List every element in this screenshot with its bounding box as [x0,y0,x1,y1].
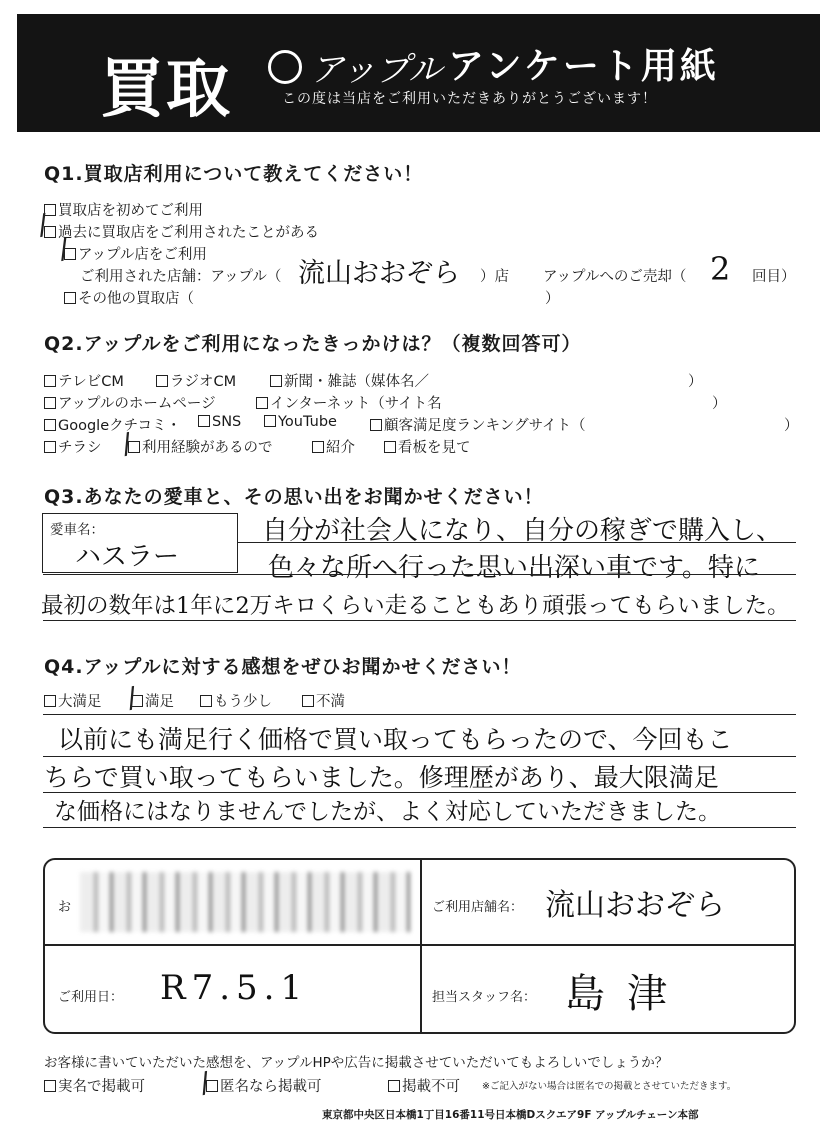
q2-internet-close: ） [712,396,727,412]
q3-title: Q3.あなたの愛車と、その思い出をお聞かせください！ [44,486,544,508]
checkmark-icon: / [56,231,72,266]
q1-option-past[interactable] [44,221,319,242]
store-name-value: 流山おおぞら [545,888,725,923]
option-label: 利用経験があるので [142,440,273,456]
option-label: テレビCM [58,374,124,390]
q1-count-value: 2 [710,250,731,288]
answer-rule [43,574,796,575]
q1-store-value: 流山おおぞら [298,258,460,289]
option-label: 大満足 [58,694,102,710]
q2-option-experience[interactable] [128,436,273,457]
checkbox[interactable] [44,1080,56,1092]
form-title: アンケート用紙 [448,46,719,87]
brand-name: アップル [310,50,443,90]
checkbox[interactable] [370,419,382,431]
q1-count-suffix: 回目） [752,269,796,285]
q2-news-close: ） [688,374,703,390]
option-label: 看板を見て [398,440,471,456]
consent-option-anon[interactable] [206,1075,322,1096]
kaitori-logo: 買取 [100,53,232,127]
checkbox[interactable] [388,1080,400,1092]
memory-line-1: 自分が社会人になり、自分の稼ぎで購入し、 [262,516,783,546]
q2-ranking-close: ） [784,418,799,434]
checkbox[interactable] [256,397,268,409]
memory-line-2: 色々な所へ行った思い出深い車です。特に [268,553,760,583]
q4-option-more[interactable] [200,690,272,711]
option-label: 不満 [316,694,345,710]
checkbox[interactable] [44,441,56,453]
checkbox[interactable] [312,441,324,453]
checkbox[interactable] [44,397,56,409]
q2-option-homepage[interactable] [44,392,216,413]
frame-divider-v [420,858,422,1034]
checkbox[interactable] [200,695,212,707]
impression-line-2: ちらで買い取ってもらいました。修理歴があり、最大限満足 [44,763,719,792]
option-label: 顧客満足度ランキングサイト（ [384,418,586,434]
staff-value: 島津 [565,971,689,1017]
consent-question: お客様に書いていただいた感想を、アップルHPや広告に掲載させていただいてもよろしいでしょうか？ [44,1055,669,1071]
consent-option-no[interactable] [388,1075,460,1096]
option-label: 満足 [145,694,174,710]
checkbox[interactable] [44,419,56,431]
q2-option-sign[interactable] [384,436,471,457]
answer-rule [43,756,796,757]
option-label: その他の買取店（ [78,291,194,307]
impression-line-3: な価格にはなりませんでしたが、よく対応していただきました。 [54,799,721,825]
checkbox[interactable] [270,375,282,387]
checkbox[interactable] [302,695,314,707]
option-label: 紹介 [326,440,355,456]
q2-option-youtube[interactable] [264,414,337,430]
q2-option-internet[interactable] [256,392,442,413]
checkbox[interactable] [384,441,396,453]
memory-line-3: 最初の数年は1年に2万キロくらい走ることもあり頑張ってもらいました。 [41,593,790,619]
checkmark-icon: / [35,207,51,242]
q2-option-flyer[interactable] [44,436,102,457]
q1-other-close: ） [545,291,560,307]
checkmark-icon: / [123,680,140,715]
q4-title: Q4.アップルに対する感想をぜひお聞かせください！ [44,656,522,678]
q2-option-radio[interactable] [156,370,236,391]
q1-option-first[interactable] [44,199,203,220]
checkmark-icon: / [118,426,135,461]
option-label: YouTube [278,414,337,430]
answer-rule [43,620,796,621]
option-label: 匿名なら掲載可 [220,1079,322,1095]
impression-line-1: 以前にも満足行く価格で買い取ってもらったので、今回もこ [58,725,733,754]
q2-option-sns[interactable] [198,414,241,430]
apple-logo-icon [268,50,302,84]
staff-label: 担当スタッフ名： [432,990,537,1005]
checkbox[interactable] [156,375,168,387]
checkbox[interactable] [264,415,276,427]
answer-rule [43,714,796,715]
q1-count-label: アップルへのご売却（ [543,269,687,285]
car-name-label: 愛車名： [50,522,104,538]
name-blurred-image [80,872,410,932]
q2-option-ranking[interactable] [370,414,586,435]
q4-option-unsatisfied[interactable] [302,690,345,711]
checkbox[interactable] [44,695,56,707]
checkmark-icon: / [196,1065,213,1100]
store-name-label: ご利用店舗名： [432,900,524,915]
date-label: ご利用日： [58,990,124,1005]
q2-option-news[interactable] [270,370,429,391]
consent-note: ※ご記入がない場合は匿名での掲載とさせていただきます。 [482,1081,737,1092]
car-name-value: ハスラー [75,542,180,572]
q1-option-apple[interactable] [64,243,207,264]
option-label: 過去に買取店をご利用されたことがある [58,225,319,241]
footer-address: 東京都中央区日本橋1丁目16番11号日本橋Dスクエア9F アップルチェーン本部 [322,1109,699,1121]
option-label: 新聞・雑誌（媒体名／ [284,374,429,390]
answer-rule [43,827,796,828]
q2-title: Q2.アップルをご利用になったきっかけは？（複数回答可） [44,333,582,355]
option-label: インターネット（サイト名 [270,396,442,412]
option-label: もう少し [214,694,272,710]
q2-option-google[interactable] [44,414,181,435]
q2-option-tv[interactable] [44,370,124,391]
name-label: お [58,900,72,915]
option-label: SNS [212,414,242,430]
checkbox[interactable] [64,292,76,304]
option-label: アップル店をご利用 [78,247,207,263]
date-value: R7.5.1 [160,968,309,1008]
option-label: 掲載不可 [402,1079,460,1095]
option-label: 実名で掲載可 [58,1079,145,1095]
answer-rule [238,542,796,543]
option-label: ラジオCM [170,374,237,390]
q2-option-intro[interactable] [312,436,355,457]
option-label: アップルのホームページ [58,396,216,412]
option-label: Googleクチコミ・ [58,418,182,434]
q4-option-very[interactable] [44,690,102,711]
q1-store-suffix: ）店 [480,269,509,285]
q1-store-label: ご利用された店舗：アップル（ [80,269,282,285]
option-label: チラシ [58,440,102,456]
option-label: 買取店を初めてご利用 [58,203,203,219]
checkbox[interactable] [198,415,210,427]
q1-option-other[interactable] [64,287,194,308]
checkbox[interactable] [44,375,56,387]
form-subtitle: この度は当店をご利用いただきありがとうございます！ [282,91,657,107]
consent-option-real[interactable] [44,1075,145,1096]
q1-title: Q1.買取店利用について教えてください！ [44,163,424,185]
